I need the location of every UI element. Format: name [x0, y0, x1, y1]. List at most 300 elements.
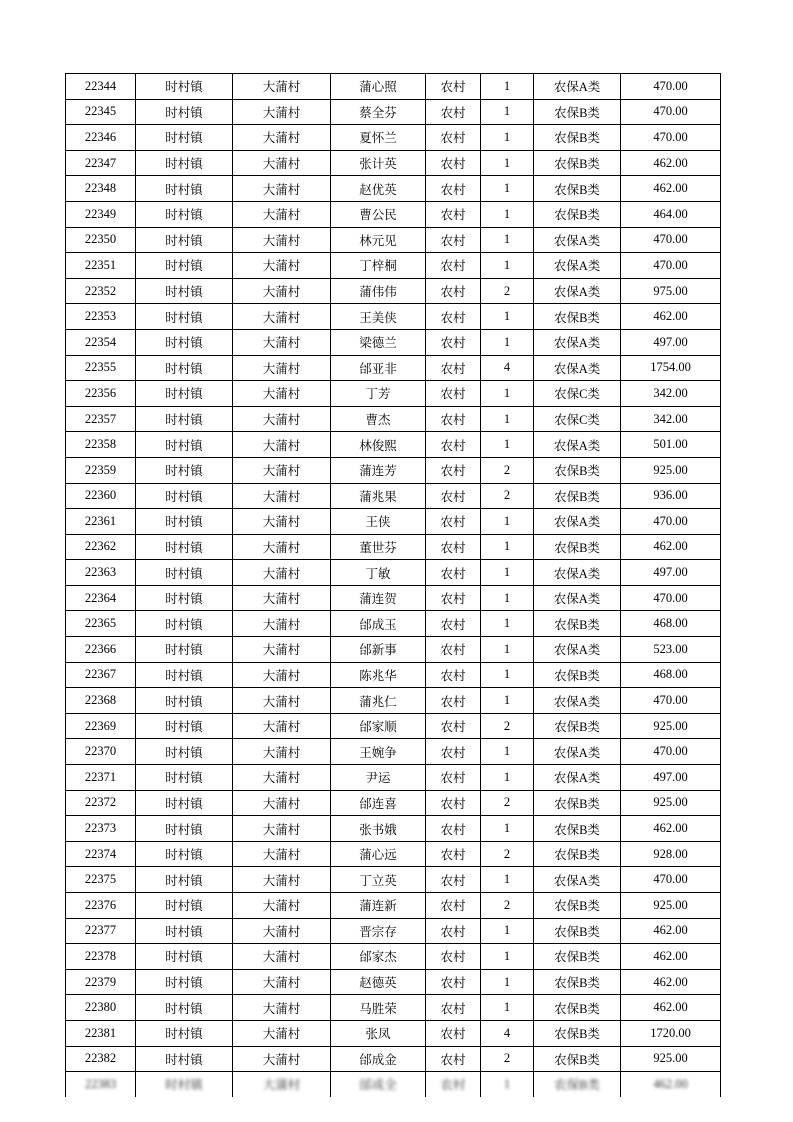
table-row: [66, 201, 721, 227]
cell-village: 大蒲村: [233, 125, 331, 151]
cell-village: 大蒲村: [233, 329, 331, 355]
cell-town: 时村镇: [136, 816, 233, 842]
cell-count: 1: [481, 99, 534, 125]
cell-residence: 农村: [426, 509, 481, 535]
cell-count: 1: [481, 406, 534, 432]
cell-village: 大蒲村: [233, 534, 331, 560]
cell-id: 22383: [66, 1072, 136, 1097]
cell-village: 大蒲村: [233, 995, 331, 1021]
cell-id: 22352: [66, 278, 136, 304]
table-row: [66, 99, 721, 125]
cell-id: 22354: [66, 329, 136, 355]
cell-category: 农保B类: [534, 995, 621, 1021]
cell-count: 1: [481, 918, 534, 944]
cell-village: 大蒲村: [233, 816, 331, 842]
cell-amount: 462.00: [621, 304, 721, 330]
cell-village: 大蒲村: [233, 560, 331, 586]
cell-amount: 925.00: [621, 893, 721, 919]
cell-town: 时村镇: [136, 329, 233, 355]
cell-name: 曹公民: [331, 201, 426, 227]
cell-name: 丁敏: [331, 560, 426, 586]
cell-count: 2: [481, 483, 534, 509]
cell-residence: 农村: [426, 99, 481, 125]
cell-residence: 农村: [426, 1072, 481, 1097]
cell-category: 农保B类: [534, 611, 621, 637]
cell-residence: 农村: [426, 637, 481, 663]
cell-name: 邰亚非: [331, 355, 426, 381]
cell-residence: 农村: [426, 278, 481, 304]
cell-residence: 农村: [426, 329, 481, 355]
cell-amount: 462.00: [621, 995, 721, 1021]
table-row: [66, 944, 721, 970]
cell-name: 王侠: [331, 509, 426, 535]
cell-amount: 462.00: [621, 534, 721, 560]
cell-count: 1: [481, 739, 534, 765]
cell-category: 农保A类: [534, 355, 621, 381]
table-row: [66, 1072, 721, 1097]
cell-category: 农保B类: [534, 150, 621, 176]
cell-id: 22375: [66, 867, 136, 893]
cell-village: 大蒲村: [233, 278, 331, 304]
cell-id: 22379: [66, 969, 136, 995]
cell-id: 22361: [66, 509, 136, 535]
cell-name: 梁德兰: [331, 329, 426, 355]
cell-count: 1: [481, 509, 534, 535]
table-row: [66, 790, 721, 816]
cell-town: 时村镇: [136, 1020, 233, 1046]
cell-village: 大蒲村: [233, 483, 331, 509]
cell-town: 时村镇: [136, 253, 233, 279]
cell-id: 22356: [66, 381, 136, 407]
cell-amount: 462.00: [621, 918, 721, 944]
cell-name: 蒲兆仁: [331, 688, 426, 714]
cell-count: 1: [481, 944, 534, 970]
table-row: [66, 713, 721, 739]
cell-name: 晋宗存: [331, 918, 426, 944]
cell-town: 时村镇: [136, 150, 233, 176]
cell-count: 1: [481, 227, 534, 253]
cell-name: 曹杰: [331, 406, 426, 432]
cell-residence: 农村: [426, 790, 481, 816]
cell-amount: 462.00: [621, 969, 721, 995]
cell-town: 时村镇: [136, 176, 233, 202]
cell-amount: 497.00: [621, 560, 721, 586]
cell-name: 王婉争: [331, 739, 426, 765]
cell-village: 大蒲村: [233, 867, 331, 893]
cell-village: 大蒲村: [233, 381, 331, 407]
cell-count: 4: [481, 1020, 534, 1046]
table-row: [66, 1020, 721, 1046]
cell-village: 大蒲村: [233, 99, 331, 125]
cell-count: 1: [481, 867, 534, 893]
table-body: [66, 74, 721, 1097]
cell-residence: 农村: [426, 483, 481, 509]
cell-count: 2: [481, 278, 534, 304]
cell-id: 22380: [66, 995, 136, 1021]
cell-name: 丁芳: [331, 381, 426, 407]
table-row: [66, 816, 721, 842]
cell-amount: 470.00: [621, 867, 721, 893]
table-row: [66, 585, 721, 611]
cell-name: 蒲连贺: [331, 585, 426, 611]
cell-id: 22373: [66, 816, 136, 842]
cell-name: 丁立英: [331, 867, 426, 893]
cell-village: 大蒲村: [233, 1020, 331, 1046]
cell-amount: 523.00: [621, 637, 721, 663]
cell-town: 时村镇: [136, 713, 233, 739]
cell-name: 张计英: [331, 150, 426, 176]
cell-id: 22345: [66, 99, 136, 125]
cell-id: 22382: [66, 1046, 136, 1072]
cell-town: 时村镇: [136, 355, 233, 381]
cell-count: 1: [481, 585, 534, 611]
cell-village: 大蒲村: [233, 509, 331, 535]
table-row: [66, 611, 721, 637]
cell-residence: 农村: [426, 1046, 481, 1072]
cell-category: 农保A类: [534, 585, 621, 611]
cell-town: 时村镇: [136, 432, 233, 458]
cell-id: 22366: [66, 637, 136, 663]
cell-name: 马胜荣: [331, 995, 426, 1021]
cell-residence: 农村: [426, 432, 481, 458]
cell-town: 时村镇: [136, 1046, 233, 1072]
cell-village: 大蒲村: [233, 176, 331, 202]
cell-town: 时村镇: [136, 969, 233, 995]
table-row: [66, 995, 721, 1021]
table-row: [66, 381, 721, 407]
cell-village: 大蒲村: [233, 637, 331, 663]
cell-town: 时村镇: [136, 918, 233, 944]
cell-town: 时村镇: [136, 99, 233, 125]
cell-category: 农保B类: [534, 918, 621, 944]
table-row: [66, 74, 721, 100]
cell-count: 2: [481, 713, 534, 739]
cell-amount: 925.00: [621, 1046, 721, 1072]
cell-name: 赵德英: [331, 969, 426, 995]
cell-town: 时村镇: [136, 304, 233, 330]
cell-residence: 农村: [426, 381, 481, 407]
cell-category: 农保B类: [534, 176, 621, 202]
cell-town: 时村镇: [136, 457, 233, 483]
cell-village: 大蒲村: [233, 765, 331, 791]
cell-village: 大蒲村: [233, 201, 331, 227]
cell-category: 农保B类: [534, 1020, 621, 1046]
cell-count: 2: [481, 790, 534, 816]
cell-id: 22362: [66, 534, 136, 560]
cell-count: 1: [481, 125, 534, 151]
cell-residence: 农村: [426, 739, 481, 765]
cell-count: 1: [481, 765, 534, 791]
cell-name: 陈兆华: [331, 662, 426, 688]
cell-village: 大蒲村: [233, 227, 331, 253]
cell-residence: 农村: [426, 841, 481, 867]
table-row: [66, 560, 721, 586]
cell-amount: 468.00: [621, 611, 721, 637]
cell-name: 蒲心远: [331, 841, 426, 867]
table-row: [66, 893, 721, 919]
table-row: [66, 304, 721, 330]
cell-town: 时村镇: [136, 381, 233, 407]
cell-name: 张书娥: [331, 816, 426, 842]
cell-village: 大蒲村: [233, 739, 331, 765]
cell-name: 林俊熙: [331, 432, 426, 458]
cell-village: 大蒲村: [233, 790, 331, 816]
cell-count: 1: [481, 201, 534, 227]
cell-amount: 936.00: [621, 483, 721, 509]
cell-amount: 1720.00: [621, 1020, 721, 1046]
cell-residence: 农村: [426, 560, 481, 586]
cell-residence: 农村: [426, 688, 481, 714]
table-row: [66, 432, 721, 458]
cell-village: 大蒲村: [233, 918, 331, 944]
cell-residence: 农村: [426, 150, 481, 176]
cell-name: 尹运: [331, 765, 426, 791]
cell-village: 大蒲村: [233, 74, 331, 100]
cell-name: 邰连喜: [331, 790, 426, 816]
cell-town: 时村镇: [136, 585, 233, 611]
cell-town: 时村镇: [136, 483, 233, 509]
cell-residence: 农村: [426, 816, 481, 842]
cell-category: 农保B类: [534, 944, 621, 970]
table-row: [66, 739, 721, 765]
cell-count: 1: [481, 560, 534, 586]
cell-category: 农保A类: [534, 688, 621, 714]
table-row: [66, 457, 721, 483]
cell-id: 22347: [66, 150, 136, 176]
cell-name: 邰成玉: [331, 611, 426, 637]
cell-residence: 农村: [426, 227, 481, 253]
cell-name: 蒲心照: [331, 74, 426, 100]
cell-amount: 470.00: [621, 509, 721, 535]
cell-id: 22371: [66, 765, 136, 791]
cell-id: 22350: [66, 227, 136, 253]
cell-count: 1: [481, 662, 534, 688]
cell-amount: 342.00: [621, 406, 721, 432]
cell-village: 大蒲村: [233, 1046, 331, 1072]
table-row: [66, 509, 721, 535]
cell-town: 时村镇: [136, 841, 233, 867]
cell-village: 大蒲村: [233, 688, 331, 714]
cell-name: 丁梓桐: [331, 253, 426, 279]
cell-id: 22346: [66, 125, 136, 151]
cell-amount: 470.00: [621, 74, 721, 100]
cell-residence: 农村: [426, 1020, 481, 1046]
cell-name: 董世芬: [331, 534, 426, 560]
cell-name: 邰家杰: [331, 944, 426, 970]
cell-residence: 农村: [426, 662, 481, 688]
cell-id: 22376: [66, 893, 136, 919]
cell-id: 22370: [66, 739, 136, 765]
table-row: [66, 355, 721, 381]
cell-name: 蒲连新: [331, 893, 426, 919]
cell-town: 时村镇: [136, 227, 233, 253]
table-row: [66, 662, 721, 688]
subsidy-table: [65, 73, 721, 1097]
cell-category: 农保B类: [534, 969, 621, 995]
cell-category: 农保A类: [534, 253, 621, 279]
cell-id: 22348: [66, 176, 136, 202]
cell-amount: 342.00: [621, 381, 721, 407]
cell-residence: 农村: [426, 457, 481, 483]
cell-category: 农保A类: [534, 432, 621, 458]
table-row: [66, 406, 721, 432]
cell-town: 时村镇: [136, 893, 233, 919]
cell-town: 时村镇: [136, 278, 233, 304]
cell-category: 农保C类: [534, 406, 621, 432]
cell-amount: 928.00: [621, 841, 721, 867]
cell-village: 大蒲村: [233, 969, 331, 995]
cell-category: 农保B类: [534, 790, 621, 816]
cell-id: 22344: [66, 74, 136, 100]
cell-residence: 农村: [426, 995, 481, 1021]
cell-amount: 468.00: [621, 662, 721, 688]
cell-count: 2: [481, 1046, 534, 1072]
cell-category: 农保B类: [534, 304, 621, 330]
cell-id: 22381: [66, 1020, 136, 1046]
cell-id: 22368: [66, 688, 136, 714]
cell-name: 蒲连芳: [331, 457, 426, 483]
cell-id: 22360: [66, 483, 136, 509]
cell-count: 1: [481, 329, 534, 355]
cell-count: 1: [481, 432, 534, 458]
cell-residence: 农村: [426, 355, 481, 381]
cell-town: 时村镇: [136, 74, 233, 100]
table-row: [66, 253, 721, 279]
cell-village: 大蒲村: [233, 355, 331, 381]
cell-category: 农保A类: [534, 227, 621, 253]
cell-amount: 462.00: [621, 176, 721, 202]
cell-amount: 925.00: [621, 457, 721, 483]
cell-village: 大蒲村: [233, 585, 331, 611]
table-row: [66, 176, 721, 202]
cell-town: 时村镇: [136, 201, 233, 227]
cell-village: 大蒲村: [233, 841, 331, 867]
cell-category: 农保B类: [534, 1072, 621, 1097]
cell-town: 时村镇: [136, 560, 233, 586]
cell-count: 1: [481, 150, 534, 176]
cell-id: 22349: [66, 201, 136, 227]
table-row: [66, 637, 721, 663]
cell-residence: 农村: [426, 893, 481, 919]
cell-amount: 470.00: [621, 688, 721, 714]
cell-residence: 农村: [426, 253, 481, 279]
table-row: [66, 867, 721, 893]
cell-amount: 497.00: [621, 765, 721, 791]
cell-id: 22359: [66, 457, 136, 483]
cell-category: 农保B类: [534, 893, 621, 919]
table-row: [66, 1046, 721, 1072]
cell-residence: 农村: [426, 765, 481, 791]
cell-village: 大蒲村: [233, 662, 331, 688]
table-row: [66, 483, 721, 509]
cell-count: 2: [481, 841, 534, 867]
cell-name: 邰成全: [331, 1072, 426, 1097]
table-row: [66, 329, 721, 355]
cell-residence: 农村: [426, 918, 481, 944]
cell-id: 22372: [66, 790, 136, 816]
cell-amount: 470.00: [621, 99, 721, 125]
cell-residence: 农村: [426, 969, 481, 995]
cell-id: 22367: [66, 662, 136, 688]
cell-town: 时村镇: [136, 509, 233, 535]
cell-residence: 农村: [426, 585, 481, 611]
cell-category: 农保A类: [534, 765, 621, 791]
cell-amount: 470.00: [621, 585, 721, 611]
cell-amount: 925.00: [621, 713, 721, 739]
cell-name: 夏怀兰: [331, 125, 426, 151]
cell-id: 22364: [66, 585, 136, 611]
cell-category: 农保A类: [534, 329, 621, 355]
cell-residence: 农村: [426, 125, 481, 151]
cell-id: 22365: [66, 611, 136, 637]
cell-town: 时村镇: [136, 125, 233, 151]
cell-town: 时村镇: [136, 944, 233, 970]
cell-residence: 农村: [426, 867, 481, 893]
cell-town: 时村镇: [136, 765, 233, 791]
cell-amount: 470.00: [621, 227, 721, 253]
cell-category: 农保A类: [534, 637, 621, 663]
cell-id: 22377: [66, 918, 136, 944]
cell-village: 大蒲村: [233, 611, 331, 637]
cell-amount: 975.00: [621, 278, 721, 304]
cell-name: 蒲兆果: [331, 483, 426, 509]
cell-category: 农保A类: [534, 278, 621, 304]
cell-category: 农保A类: [534, 739, 621, 765]
cell-id: 22351: [66, 253, 136, 279]
cell-category: 农保C类: [534, 381, 621, 407]
cell-count: 1: [481, 969, 534, 995]
cell-town: 时村镇: [136, 637, 233, 663]
cell-count: 1: [481, 1072, 534, 1097]
cell-village: 大蒲村: [233, 406, 331, 432]
cell-name: 蒲伟伟: [331, 278, 426, 304]
cell-count: 1: [481, 611, 534, 637]
cell-category: 农保B类: [534, 99, 621, 125]
cell-amount: 462.00: [621, 1072, 721, 1097]
cell-village: 大蒲村: [233, 1072, 331, 1097]
cell-town: 时村镇: [136, 790, 233, 816]
cell-count: 1: [481, 534, 534, 560]
cell-amount: 464.00: [621, 201, 721, 227]
cell-id: 22357: [66, 406, 136, 432]
cell-amount: 462.00: [621, 150, 721, 176]
table-row: [66, 969, 721, 995]
cell-village: 大蒲村: [233, 304, 331, 330]
cell-count: 1: [481, 637, 534, 663]
cell-category: 农保B类: [534, 457, 621, 483]
cell-village: 大蒲村: [233, 893, 331, 919]
cell-id: 22358: [66, 432, 136, 458]
cell-id: 22355: [66, 355, 136, 381]
cell-id: 22363: [66, 560, 136, 586]
cell-count: 1: [481, 176, 534, 202]
cell-category: 农保B类: [534, 662, 621, 688]
cell-count: 1: [481, 74, 534, 100]
cell-count: 1: [481, 688, 534, 714]
cell-town: 时村镇: [136, 739, 233, 765]
cell-name: 邰家顺: [331, 713, 426, 739]
cell-count: 2: [481, 893, 534, 919]
cell-name: 邰新事: [331, 637, 426, 663]
cell-name: 蔡全芬: [331, 99, 426, 125]
cell-name: 王美侠: [331, 304, 426, 330]
cell-town: 时村镇: [136, 995, 233, 1021]
cell-village: 大蒲村: [233, 457, 331, 483]
cell-category: 农保A类: [534, 560, 621, 586]
cell-residence: 农村: [426, 176, 481, 202]
cell-category: 农保B类: [534, 125, 621, 151]
cell-residence: 农村: [426, 304, 481, 330]
